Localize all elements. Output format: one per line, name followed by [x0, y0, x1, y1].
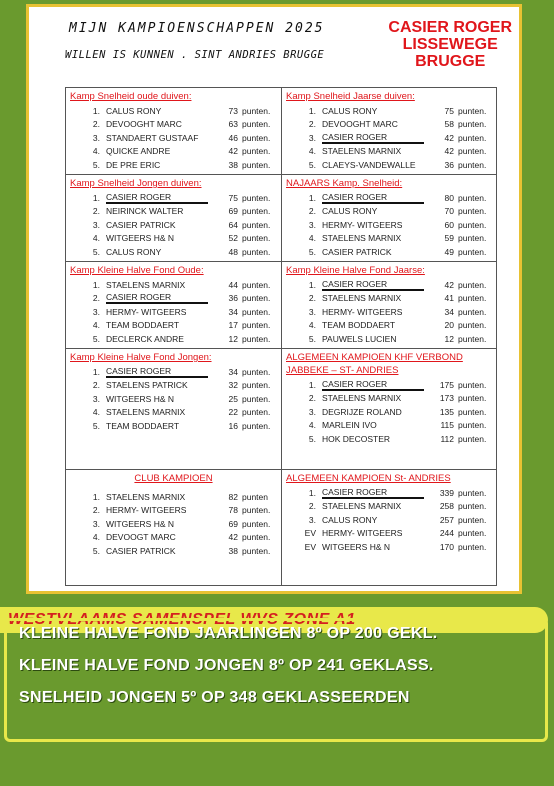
points-value: 173	[439, 393, 454, 404]
list-item	[286, 158, 492, 172]
points-value: 48	[228, 246, 238, 257]
points-value: 38	[228, 545, 238, 556]
competitor-name: STAELENS MARNIX	[322, 293, 402, 304]
competitor-name: DEVOOGHT MARC	[106, 119, 182, 130]
points-unit: punten.	[458, 246, 487, 257]
rank: 4.	[308, 320, 316, 331]
list-item	[286, 540, 492, 554]
list-item	[286, 292, 492, 306]
competitor-name: WITGEERS H& N	[322, 541, 391, 552]
rank: 5.	[92, 420, 100, 431]
championship-section	[281, 262, 496, 348]
list-item	[70, 278, 277, 292]
competitor-name: WITGEERS H& N	[106, 518, 175, 529]
section-title: Kamp Kleine Halve Fond Oude:	[70, 265, 204, 276]
section-title: Kamp Kleine Halve Fond Jongen:	[70, 352, 212, 363]
list-item	[70, 544, 277, 558]
list-item	[70, 419, 277, 433]
table-row	[66, 88, 496, 175]
points-unit: punten.	[458, 146, 487, 157]
competitor-name: CALUS RONY	[106, 246, 162, 257]
list-item	[286, 319, 492, 333]
table-row	[66, 349, 496, 470]
points-value: 36	[444, 159, 454, 170]
competitor-name: CASIER ROGER	[322, 487, 424, 499]
section-title: NAJAARS Kamp. Snelheid:	[286, 178, 403, 189]
points-value: 70	[444, 206, 454, 217]
points-unit: punten.	[458, 541, 487, 552]
competitor-name: TEAM BODDAERT	[106, 420, 180, 431]
rank: 1.	[308, 192, 316, 203]
points-unit: punten.	[458, 159, 487, 170]
list-item	[70, 218, 277, 232]
rank: 1.	[92, 192, 100, 203]
points-value: 22	[228, 407, 238, 418]
points-unit: punten.	[242, 366, 271, 377]
rank: 1.	[92, 366, 100, 377]
competitor-name: NEIRINCK WALTER	[106, 206, 184, 217]
competitor-name: HERMY- WITGEERS	[322, 306, 403, 317]
competitor-name: CLAEYS-VANDEWALLE	[322, 159, 416, 170]
points-value: 59	[444, 233, 454, 244]
list-item	[70, 145, 277, 159]
list-item	[286, 332, 492, 346]
competitor-name: TEAM BODDAERT	[106, 320, 180, 331]
banner-text: WESTVLAAMS SAMENSPEL WVS ZONE A1	[8, 611, 356, 628]
points-value: 63	[228, 119, 238, 130]
list-item	[70, 118, 277, 132]
list-item	[286, 145, 492, 159]
list-item	[286, 118, 492, 132]
competitor-name: CALUS RONY	[106, 105, 162, 116]
points-value: 42	[444, 279, 454, 290]
rank: 5.	[92, 545, 100, 556]
competitor-name: CASIER ROGER	[322, 192, 424, 204]
competitor-name: CASIER ROGER	[322, 379, 424, 391]
competitor-name: DEGRIJZE ROLAND	[322, 406, 402, 417]
list-item	[286, 245, 492, 259]
rank: EV	[304, 541, 316, 552]
list-item	[286, 405, 492, 419]
points-unit: punten.	[458, 320, 487, 331]
list-item	[70, 517, 277, 531]
points-value: 135	[439, 406, 454, 417]
points-value: 17	[228, 320, 238, 331]
competitor-name: CASIER ROGER	[106, 192, 208, 204]
points-value: 25	[228, 393, 238, 404]
competitor-name: QUICKE ANDRE	[106, 146, 171, 157]
championship-section	[66, 349, 281, 469]
competitor-name: CASIER PATRICK	[322, 246, 392, 257]
championship-section	[281, 88, 496, 174]
rank: 3.	[308, 514, 316, 525]
rank: 1.	[308, 279, 316, 290]
section-title: ALGEMEEN KAMPIOEN KHF VERBOND	[286, 352, 463, 363]
points-value: 44	[228, 279, 238, 290]
points-unit: punten.	[242, 159, 271, 170]
points-unit: punten.	[458, 219, 487, 230]
rank: 2.	[92, 119, 100, 130]
points-unit: punten.	[458, 306, 487, 317]
owner-name: CASIER ROGER	[388, 19, 512, 36]
points-value: 34	[228, 366, 238, 377]
competitor-name: DECLERCK ANDRE	[106, 333, 184, 344]
points-unit: punten.	[242, 407, 271, 418]
list-item	[70, 158, 277, 172]
table-row	[66, 262, 496, 349]
competitor-name: CASIER PATRICK	[106, 219, 176, 230]
points-value: 20	[444, 320, 454, 331]
competitor-name: WITGEERS H& N	[106, 393, 175, 404]
list-item	[286, 191, 492, 205]
section-subtitle: JABBEKE – ST- ANDRIES	[286, 365, 399, 376]
rank: 1.	[308, 379, 316, 390]
list-item	[286, 513, 492, 527]
rank: 5.	[308, 433, 316, 444]
competitor-name: CALUS RONY	[322, 105, 378, 116]
rank: 4.	[308, 233, 316, 244]
championship-section	[281, 349, 496, 469]
points-unit: punten.	[242, 132, 271, 143]
certificate-frame	[26, 4, 522, 594]
competitor-name: HOK DECOSTER	[322, 433, 391, 444]
competitor-name: STAELENS MARNIX	[322, 146, 402, 157]
list-item	[286, 500, 492, 514]
points-unit: punten.	[242, 393, 271, 404]
rank: 2.	[308, 293, 316, 304]
list-item	[70, 292, 277, 306]
rank: 5.	[92, 333, 100, 344]
points-unit: punten.	[242, 293, 271, 304]
points-unit: punten.	[458, 132, 487, 143]
list-item	[286, 278, 492, 292]
rank: 1.	[308, 487, 316, 498]
points-value: 64	[228, 219, 238, 230]
points-value: 49	[444, 246, 454, 257]
rank: 2.	[92, 505, 100, 516]
points-unit: punten.	[458, 514, 487, 525]
competitor-name: CASIER ROGER	[322, 279, 424, 291]
certificate-page	[35, 11, 518, 589]
rank: 4.	[92, 320, 100, 331]
section-title: Kamp Snelheid oude duiven:	[70, 91, 192, 102]
competitor-name: MARLEIN IVO	[322, 420, 377, 431]
points-unit: punten.	[242, 320, 271, 331]
rank: 4.	[92, 532, 100, 543]
rank: 2.	[308, 501, 316, 512]
rank: 4.	[92, 233, 100, 244]
list-item	[70, 319, 277, 333]
points-value: 12	[444, 333, 454, 344]
points-unit: punten.	[458, 233, 487, 244]
competitor-name: HERMY- WITGEERS	[322, 219, 403, 230]
points-unit: punten.	[242, 119, 271, 130]
championship-section	[66, 175, 281, 261]
points-unit: punten.	[242, 532, 271, 543]
points-unit: punten.	[458, 501, 487, 512]
list-item	[70, 392, 277, 406]
competitor-name: CASIER ROGER	[106, 292, 208, 304]
rank: 3.	[92, 518, 100, 529]
rank: 1.	[92, 105, 100, 116]
competitor-name: DE PRE ERIC	[106, 159, 161, 170]
points-unit: punten.	[458, 105, 487, 116]
list-item	[70, 191, 277, 205]
rank: 3.	[92, 219, 100, 230]
rank: 5.	[308, 159, 316, 170]
list-item	[70, 245, 277, 259]
results-table	[65, 87, 497, 586]
list-item	[286, 486, 492, 500]
rank: 1.	[308, 105, 316, 116]
competitor-name: CASIER ROGER	[322, 132, 424, 144]
owner-block	[388, 19, 512, 70]
points-unit: punten	[242, 491, 268, 502]
achievement-line: KLEINE HALVE FOND JONGEN 8º OP 241 GEKLASS.	[19, 657, 434, 674]
competitor-name: STANDAERT GUSTAAF	[106, 132, 199, 143]
points-value: 175	[439, 379, 454, 390]
rank: 5.	[308, 246, 316, 257]
rank: 3.	[92, 306, 100, 317]
points-value: 52	[228, 233, 238, 244]
rank: 3.	[308, 219, 316, 230]
competitor-name: CALUS RONY	[322, 514, 378, 525]
rank: 5.	[92, 246, 100, 257]
page-subtitle: WILLEN IS KUNNEN . SINT ANDRIES BRUGGE	[65, 49, 325, 61]
list-item	[70, 504, 277, 518]
points-value: 38	[228, 159, 238, 170]
rank: 1.	[92, 279, 100, 290]
points-unit: punten.	[242, 306, 271, 317]
section-title: CLUB KAMPIOEN	[134, 473, 213, 484]
list-item	[70, 332, 277, 346]
points-value: 58	[444, 119, 454, 130]
points-unit: punten.	[242, 279, 271, 290]
points-unit: punten.	[242, 420, 271, 431]
competitor-name: PAUWELS LUCIEN	[322, 333, 397, 344]
section-title: Kamp Snelheid Jaarse duiven:	[286, 91, 415, 102]
points-value: 258	[439, 501, 454, 512]
rank: EV	[304, 528, 316, 539]
competitor-name: CALUS RONY	[322, 206, 378, 217]
points-unit: punten.	[458, 433, 487, 444]
competitor-name: STAELENS MARNIX	[322, 393, 402, 404]
list-item	[70, 379, 277, 393]
list-item	[286, 419, 492, 433]
points-unit: punten.	[458, 393, 487, 404]
list-item	[70, 531, 277, 545]
list-item	[70, 104, 277, 118]
competitor-name: HERMY- WITGEERS	[322, 528, 403, 539]
list-item	[286, 305, 492, 319]
points-value: 60	[444, 219, 454, 230]
competitor-name: DEVOOGT MARC	[106, 532, 176, 543]
section-title: Kamp Snelheid Jongen duiven:	[70, 178, 202, 189]
achievements-box	[4, 618, 548, 742]
points-value: 82	[228, 491, 238, 502]
list-item	[286, 232, 492, 246]
points-value: 69	[228, 518, 238, 529]
championship-section	[66, 470, 281, 585]
owner-city: BRUGGE	[415, 53, 486, 70]
points-value: 75	[228, 192, 238, 203]
points-unit: punten.	[458, 293, 487, 304]
competitor-name: STAELENS MARNIX	[106, 407, 186, 418]
list-item	[70, 131, 277, 145]
points-unit: punten.	[458, 379, 487, 390]
championship-section	[281, 470, 496, 585]
points-unit: punten.	[242, 105, 271, 116]
points-value: 16	[228, 420, 238, 431]
points-value: 42	[228, 532, 238, 543]
points-unit: punten.	[458, 333, 487, 344]
points-value: 46	[228, 132, 238, 143]
points-value: 170	[439, 541, 454, 552]
rank: 2.	[308, 393, 316, 404]
list-item	[286, 205, 492, 219]
points-unit: punten.	[242, 233, 271, 244]
points-unit: punten.	[242, 505, 271, 516]
competitor-name: CASIER PATRICK	[106, 545, 176, 556]
points-value: 244	[439, 528, 454, 539]
points-value: 75	[444, 105, 454, 116]
points-unit: punten.	[242, 246, 271, 257]
competitor-name: STAELENS MARNIX	[106, 491, 186, 502]
points-unit: punten.	[242, 518, 271, 529]
list-item	[70, 205, 277, 219]
points-value: 42	[228, 146, 238, 157]
points-value: 69	[228, 206, 238, 217]
rank: 3.	[308, 406, 316, 417]
points-value: 339	[439, 487, 454, 498]
table-row	[66, 175, 496, 262]
list-item	[70, 406, 277, 420]
points-unit: punten.	[242, 333, 271, 344]
points-unit: punten.	[458, 192, 487, 203]
points-value: 78	[228, 505, 238, 516]
points-unit: punten.	[242, 192, 271, 203]
owner-town: LISSEWEGE	[402, 36, 498, 53]
rank: 4.	[92, 146, 100, 157]
points-value: 42	[444, 132, 454, 143]
points-value: 80	[444, 192, 454, 203]
rank: 1.	[92, 491, 100, 502]
points-value: 34	[444, 306, 454, 317]
points-value: 34	[228, 306, 238, 317]
points-value: 73	[228, 105, 238, 116]
points-value: 32	[228, 380, 238, 391]
points-unit: punten.	[458, 487, 487, 498]
points-unit: punten.	[458, 279, 487, 290]
competitor-name: HERMY- WITGEERS	[106, 505, 187, 516]
section-title: ALGEMEEN KAMPIOEN St- ANDRIES	[286, 473, 451, 484]
rank: 4.	[308, 420, 316, 431]
points-unit: punten.	[242, 206, 271, 217]
list-item	[286, 378, 492, 392]
table-row	[66, 470, 496, 585]
list-item	[70, 305, 277, 319]
list-item	[286, 527, 492, 541]
competitor-name: HERMY- WITGEERS	[106, 306, 187, 317]
championship-section	[66, 88, 281, 174]
points-value: 112	[440, 433, 454, 444]
rank: 2.	[92, 293, 100, 304]
points-unit: punten.	[458, 528, 487, 539]
competitor-name: STAELENS MARNIX	[322, 501, 402, 512]
rank: 3.	[92, 132, 100, 143]
points-value: 41	[444, 293, 454, 304]
list-item	[286, 131, 492, 145]
points-value: 12	[228, 333, 238, 344]
points-unit: punten.	[458, 206, 487, 217]
achievement-line: KLEINE HALVE FOND JAARLINGEN 8º OP 200 GEKL.	[19, 625, 438, 642]
section-title: Kamp Kleine Halve Fond Jaarse:	[286, 265, 425, 276]
page-title: MIJN KAMPIOENSCHAPPEN 2025	[69, 21, 325, 36]
points-value: 42	[444, 146, 454, 157]
competitor-name: STAELENS MARNIX	[322, 233, 402, 244]
competitor-name: STAELENS PATRICK	[106, 380, 188, 391]
competitor-name: TEAM BODDAERT	[322, 320, 396, 331]
rank: 3.	[308, 132, 316, 143]
points-unit: punten.	[458, 119, 487, 130]
list-item	[70, 232, 277, 246]
championship-section	[66, 262, 281, 348]
rank: 4.	[308, 146, 316, 157]
rank: 4.	[92, 407, 100, 418]
competitor-name: CASIER ROGER	[106, 366, 208, 378]
points-unit: punten.	[242, 219, 271, 230]
points-unit: punten.	[458, 420, 487, 431]
competitor-name: STAELENS MARNIX	[106, 279, 186, 290]
competitor-name: WITGEERS H& N	[106, 233, 175, 244]
rank: 2.	[308, 206, 316, 217]
points-unit: punten.	[242, 380, 271, 391]
points-value: 36	[228, 293, 238, 304]
rank: 5.	[92, 159, 100, 170]
points-unit: punten.	[458, 406, 487, 417]
rank: 3.	[92, 393, 100, 404]
rank: 5.	[308, 333, 316, 344]
competitor-name: DEVOOGHT MARC	[322, 119, 398, 130]
list-item	[70, 365, 277, 379]
rank: 2.	[308, 119, 316, 130]
points-value: 257	[439, 514, 454, 525]
list-item	[286, 218, 492, 232]
points-unit: punten.	[242, 146, 271, 157]
list-item	[70, 490, 277, 504]
rank: 2.	[92, 380, 100, 391]
list-item	[286, 432, 492, 446]
list-item	[286, 392, 492, 406]
list-item	[286, 104, 492, 118]
achievement-line: SNELHEID JONGEN 5º OP 348 GEKLASSEERDEN	[19, 689, 410, 706]
points-unit: punten.	[242, 545, 271, 556]
rank: 3.	[308, 306, 316, 317]
rank: 2.	[92, 206, 100, 217]
points-value: 115	[440, 420, 454, 431]
championship-section	[281, 175, 496, 261]
